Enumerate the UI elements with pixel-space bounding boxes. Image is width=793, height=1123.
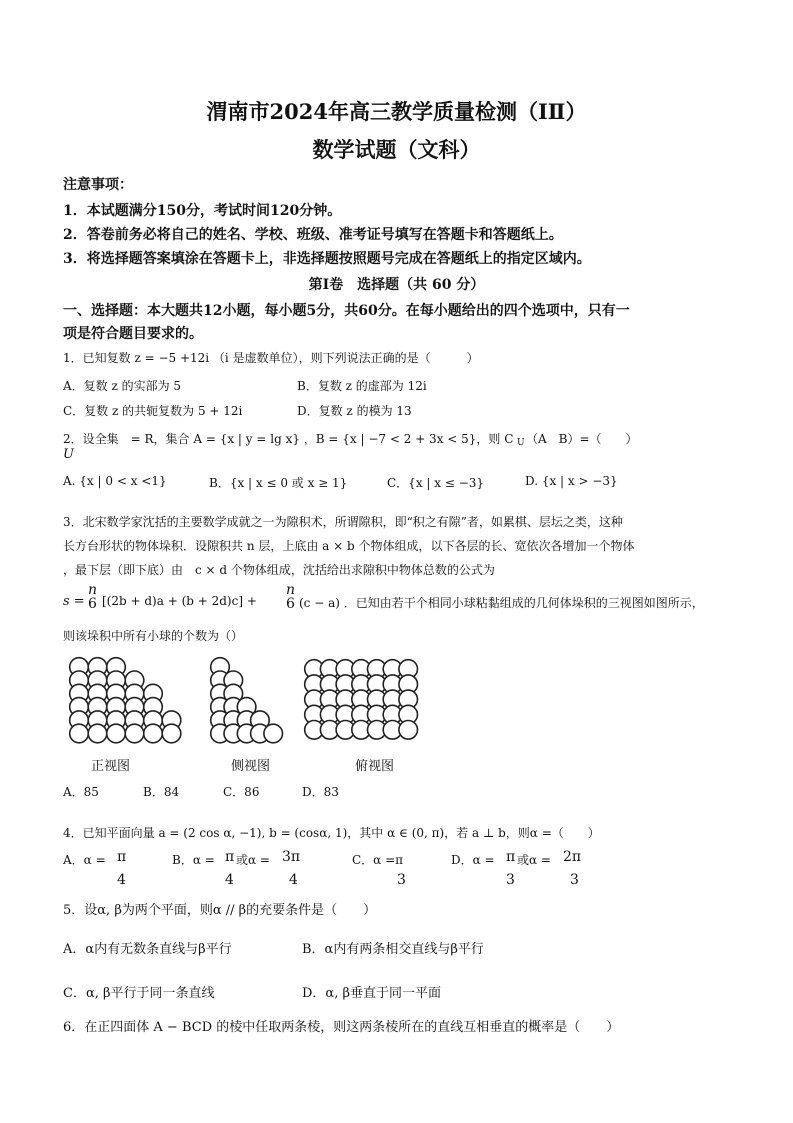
- ball: [70, 724, 89, 743]
- front-view-balls: [70, 658, 181, 743]
- q1-option-b: B．复数 z 的虚部为 12i: [297, 379, 427, 393]
- q4-option-a-label: A．α =: [63, 853, 106, 867]
- ball: [107, 724, 126, 743]
- q4-option-c-label: C．α =π: [352, 853, 404, 867]
- q2-option-b: B．{x | x ≤ 0 或 x ≥ 1}: [209, 476, 348, 490]
- side-view-balls: [211, 658, 283, 743]
- ball: [399, 721, 418, 740]
- q3-formula-6a: 6: [88, 596, 97, 612]
- ball: [144, 724, 163, 743]
- q2-stem: 2．设全集 = R，集合 A = {x | y = lg x} ，B = {x | −7 < 2 + 3x < 5}，则 C: [63, 432, 514, 446]
- q3-formula-6b: 6: [286, 596, 295, 612]
- q4-option-d-label: D．α =: [451, 853, 495, 867]
- q5-option-c: C．α, β平行于同一条直线: [63, 986, 215, 1001]
- notice-item-1: 1．本试题满分150分，考试时间120分钟。: [63, 203, 342, 219]
- q4-option-b-label: B．α =: [172, 853, 215, 867]
- top-view-label: 俯视图: [355, 759, 395, 774]
- q1-option-d: D．复数 z 的模为 13: [297, 404, 412, 418]
- q2-stem-end: （A B）=（ ）: [526, 432, 638, 446]
- ball: [264, 724, 283, 743]
- notice-heading: 注意事项：: [63, 177, 133, 193]
- q5-stem: 5．设α, β为两个平面，则α // β的充要条件是（ ）: [63, 903, 377, 918]
- q4-d-den2: 3: [570, 872, 579, 888]
- q5-option-b: B．α内有两条相交直线与β平行: [302, 942, 484, 957]
- q2-subscript: U: [517, 438, 525, 448]
- q3-option-b: B．84: [143, 785, 180, 799]
- q4-d-den1: 3: [506, 872, 515, 888]
- q1-stem: 1．已知复数 z = −5 +12i （i 是虚数单位），则下列说法正确的是（ ）: [63, 351, 479, 365]
- q3-formula-n1: n: [88, 582, 98, 598]
- ball: [125, 724, 144, 743]
- q5-option-d: D．α, β垂直于同一平面: [302, 986, 441, 1001]
- q2-option-a: A. {x | 0 < x <1}: [63, 474, 167, 488]
- q4-b-num1: π: [225, 849, 235, 865]
- q3-option-c: C．86: [223, 785, 260, 799]
- q4-d-num1: π: [506, 849, 516, 865]
- top-view-balls: [305, 660, 418, 739]
- front-view-label: 正视图: [91, 759, 131, 774]
- notice-item-3: 3．将选择题答案填涂在答题卡上，非选择题按照题号完成在答题纸上的指定区域内。: [63, 251, 591, 267]
- q2-option-d: D. {x | x > −3}: [525, 474, 618, 488]
- q3-line-5: 则该垛积中所有小球的个数为（）: [63, 629, 244, 643]
- q3-line-3: ，最下层（即下底）由 c × d 个物体组成，沈括给出求隙积中物体总数的公式为: [63, 563, 495, 577]
- q4-a-num: π: [117, 849, 127, 865]
- q4-b-den1: 4: [225, 872, 234, 888]
- side-view-label: 侧视图: [231, 759, 271, 774]
- q3-formula-s: s =: [63, 594, 85, 609]
- section-intro-1: 一、选择题：本大题共12小题，每小题5分，共60分。在每小题给出的四个选项中，只有一: [63, 303, 630, 319]
- q1-option-c: C．复数 z 的共轭复数为 5 + 12i: [63, 404, 243, 418]
- q2-option-c: C．{x | x ≤ −3}: [387, 476, 485, 490]
- q1-option-a: A．复数 z 的实部为 5: [63, 379, 182, 393]
- ball: [162, 724, 181, 743]
- q5-option-a: A．α内有无数条直线与β平行: [63, 942, 232, 957]
- q4-c-den: 3: [397, 872, 406, 888]
- q3-option-a: A．85: [63, 785, 99, 799]
- three-views-figure: [62, 652, 422, 752]
- ball: [88, 724, 107, 743]
- q3-formula-mid: [(2b + d)a + (b + 2d)c] +: [102, 594, 257, 608]
- q4-d-mid: 或α =: [517, 853, 551, 867]
- q6-stem: 6．在正四面体 A − BCD 的棱中任取两条棱，则这两条棱所在的直线互相垂直的概率是（ ）: [63, 1020, 620, 1035]
- q3-line-1: 3．北宋数学家沈括的主要数学成就之一为隙积术，所谓隙积，即“积之有隙”者，如累棋、层坛之类，这种: [63, 515, 623, 529]
- q4-stem: 4．已知平面向量 a = (2 cos α, −1), b = (cosα, 1)，其中 α ∈ (0, π)，若 a ⊥ b，则α =（ ）: [63, 826, 600, 840]
- page-subtitle: 数学试题（文科）: [312, 137, 481, 162]
- q4-a-den: 4: [117, 872, 126, 888]
- section-header: 第Ⅰ卷 选择题（共 60 分）: [308, 277, 485, 293]
- q4-b-den2: 4: [289, 872, 298, 888]
- section-intro-2: 项是符合题目要求的。: [63, 326, 203, 342]
- q3-formula-end: (c − a) ．已知由若干个相同小球粘黏组成的几何体垛积的三视图如图所示，: [299, 596, 704, 610]
- q3-line-2: 长方台形状的物体垛积．设隙积共 n 层，上底由 a × b 个物体组成，以下各层的长、宽依次各增加一个物体: [63, 539, 635, 553]
- notice-item-2: 2．答卷前务必将自己的姓名、学校、班级、准考证号填写在答题卡和答题纸上。: [63, 227, 563, 243]
- q3-option-d: D．83: [302, 785, 339, 799]
- q4-d-num2: 2π: [563, 849, 582, 865]
- q4-b-mid: 或α =: [236, 853, 270, 867]
- q3-formula-n2: n: [286, 582, 296, 598]
- q2-universal-set: U: [63, 447, 74, 462]
- q4-b-num2: 3π: [282, 849, 301, 865]
- page-title: 渭南市2024年高三教学质量检测（IⅡ）: [206, 99, 587, 124]
